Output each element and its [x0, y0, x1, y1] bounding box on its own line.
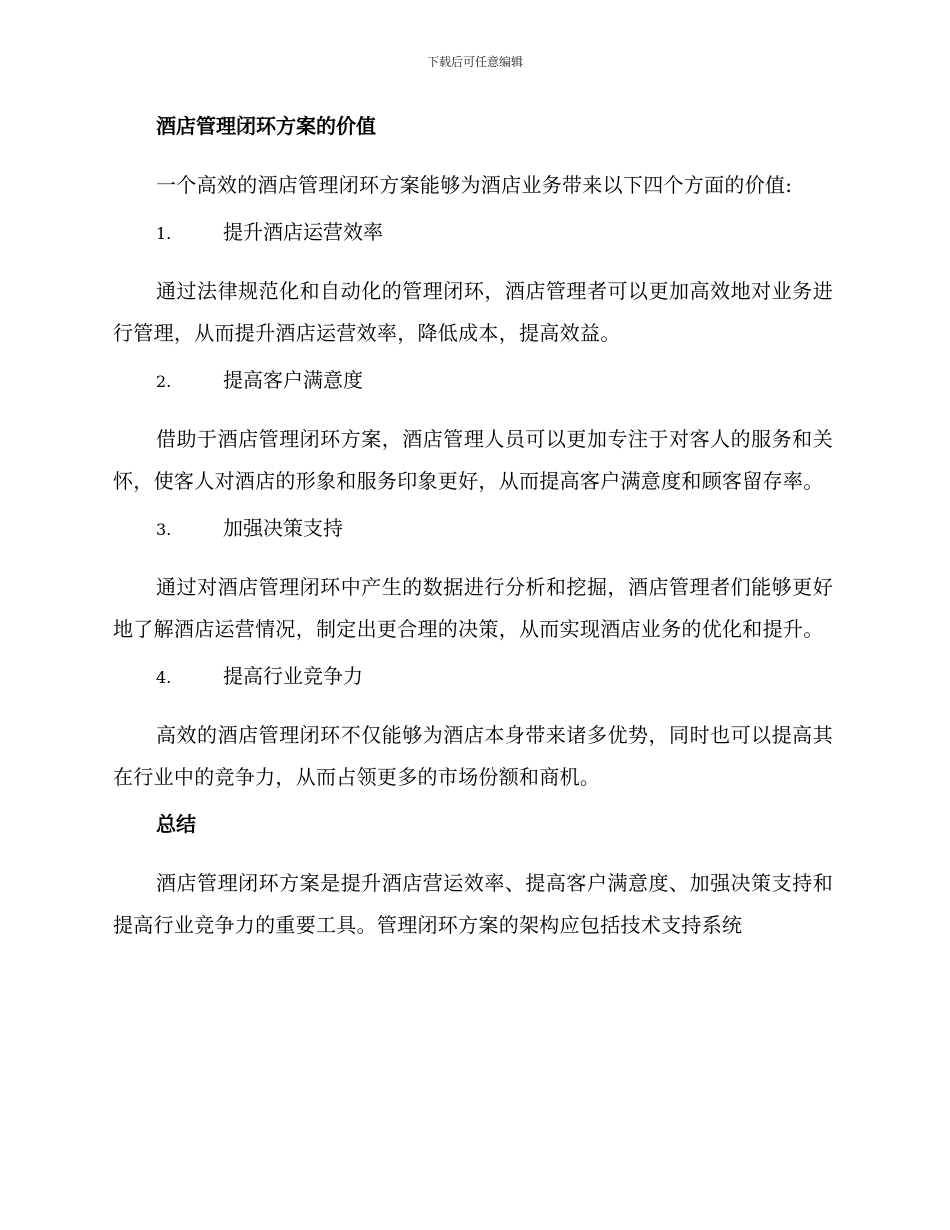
- list-item-title: 加强决策支持: [223, 516, 343, 540]
- list-item-1: [113, 216, 833, 250]
- list-item-4-paragraph: 高效的酒店管理闭环不仅能够为酒店本身带来诸多优势，同时也可以提高其在行业中的竞争力，从而占领更多的市场份额和商机。: [113, 723, 833, 789]
- list-item-number: 2.: [156, 372, 172, 391]
- list-item-number: 4.: [156, 668, 172, 687]
- list-item-number: 3.: [156, 520, 172, 539]
- section-heading-summary: 总结: [156, 812, 196, 836]
- list-item-title: 提高客户满意度: [223, 368, 363, 392]
- list-item-1-paragraph: 通过法律规范化和自动化的管理闭环，酒店管理者可以更加高效地对业务进行管理，从而提升酒店运营效率，降低成本，提高效益。: [113, 279, 833, 345]
- list-item-4: [113, 660, 833, 694]
- list-item-3: [113, 512, 833, 546]
- section-heading-value: 酒店管理闭环方案的价值: [156, 114, 376, 138]
- intro-paragraph: 一个高效的酒店管理闭环方案能够为酒店业务带来以下四个方面的价值:: [156, 173, 793, 197]
- list-item-3-paragraph: 通过对酒店管理闭环中产生的数据进行分析和挖掘，酒店管理者们能够更好地了解酒店运营情况，制定出更合理的决策，从而实现酒店业务的优化和提升。: [113, 575, 833, 641]
- document-body: [113, 110, 833, 956]
- page-header: 下载后可任意编辑: [426, 55, 523, 69]
- list-item-number: 1.: [156, 224, 172, 243]
- list-item-2-paragraph: 借助于酒店管理闭环方案，酒店管理人员可以更加专注于对客人的服务和关怀，使客人对酒店的形象和服务印象更好，从而提高客户满意度和顾客留存率。: [113, 427, 833, 493]
- list-item-title: 提升酒店运营效率: [223, 220, 383, 244]
- list-item-title: 提高行业竞争力: [223, 664, 363, 688]
- list-item-2: [113, 364, 833, 398]
- summary-paragraph: 酒店管理闭环方案是提升酒店营运效率、提高客户满意度、加强决策支持和提高行业竞争力的重要工具。管理闭环方案的架构应包括技术支持系统: [113, 871, 833, 937]
